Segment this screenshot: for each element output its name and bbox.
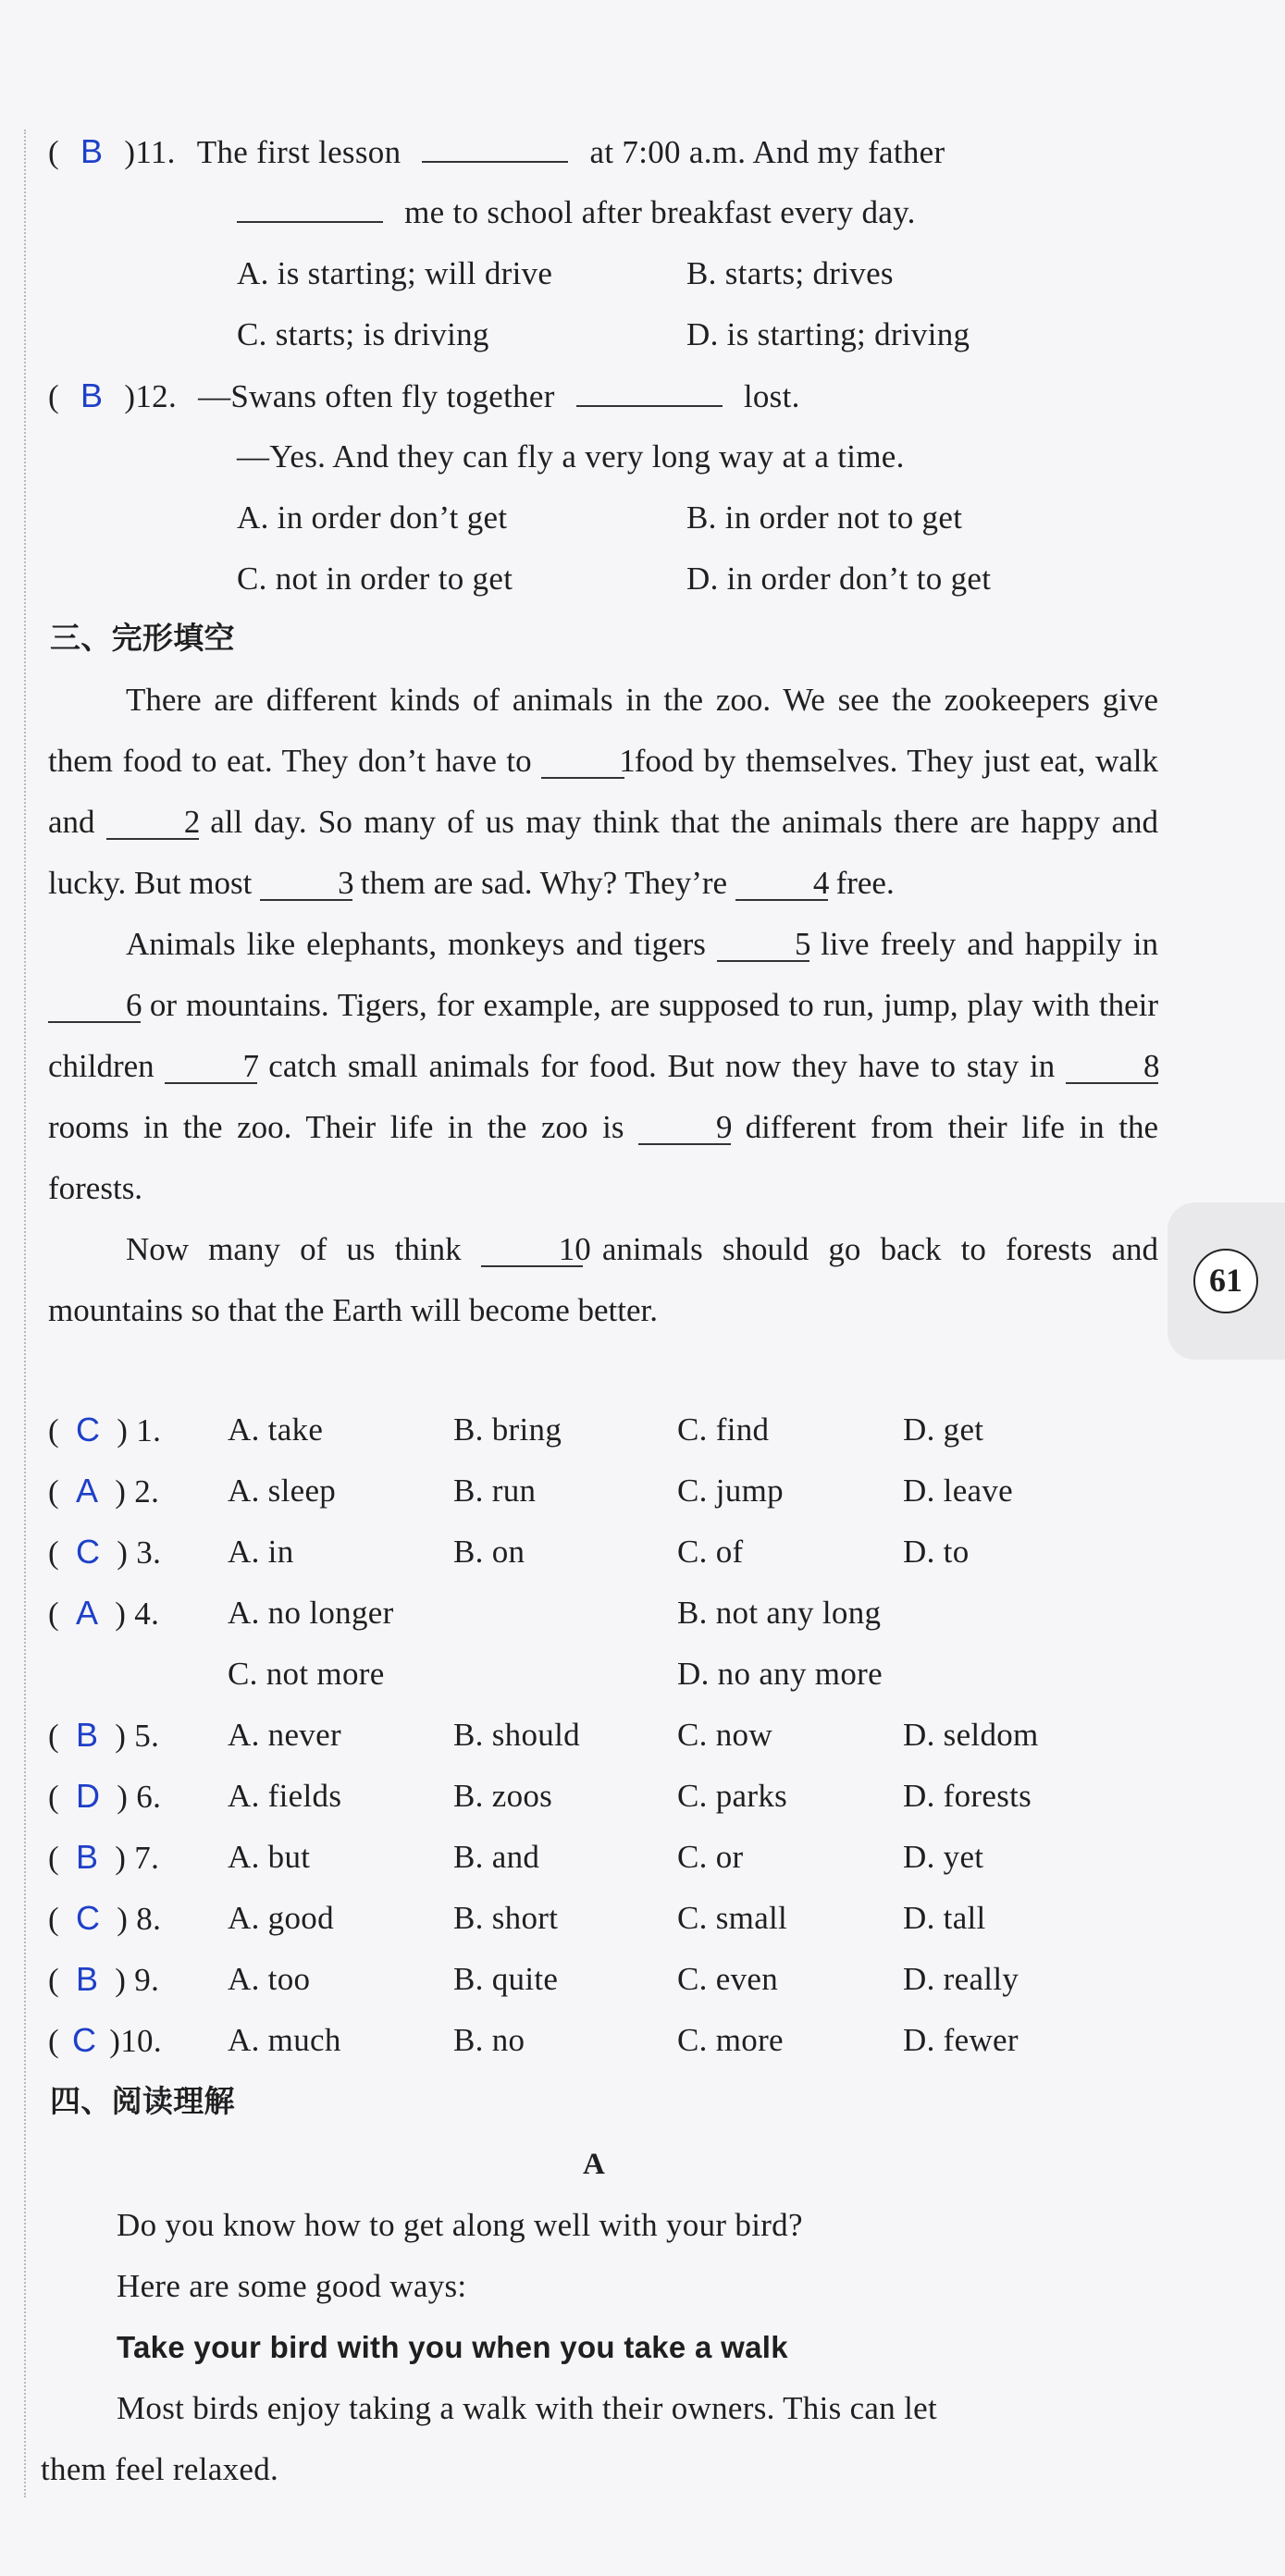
question-12: ( B )12. —Swans often fly together lost. [48, 376, 800, 414]
option: A. much [228, 2022, 341, 2058]
blank [422, 133, 568, 163]
option: A. is starting; will drive [237, 255, 553, 291]
cloze-q10: ( C )10. [48, 2021, 162, 2059]
option: C. parks [677, 1778, 788, 1814]
option: A. in order don’t get [237, 499, 508, 536]
option: A. sleep [228, 1473, 337, 1509]
reading-line: Here are some good ways: [117, 2268, 467, 2304]
cloze-q2: ( A ) 2. [48, 1472, 160, 1510]
option: B. starts; drives [686, 255, 894, 291]
option: B. zoos [453, 1778, 553, 1814]
option: A. good [228, 1900, 334, 1936]
cloze-q5: ( B ) 5. [48, 1716, 160, 1754]
reading-line: Do you know how to get along well with your bird? [117, 2207, 803, 2243]
reading-subheading: Take your bird with you when you take a walk [117, 2330, 788, 2364]
option: C. now [677, 1717, 772, 1753]
option: C. jump [677, 1473, 784, 1509]
cloze-q7: ( B ) 7. [48, 1838, 160, 1876]
option: D. tall [903, 1900, 986, 1936]
option: B. in order not to get [686, 499, 963, 536]
passage-label: A [583, 2148, 606, 2181]
option: B. and [453, 1839, 540, 1875]
option: C. find [677, 1411, 770, 1448]
blank-2: 2 [106, 807, 199, 840]
question-11-line2: me to school after breakfast every day. [237, 192, 916, 233]
cloze-passage: There are different kinds of animals in the zoo. We see the zookeepers give them food to eat. They don’t have to 1 food by themselves. They just eat, walk and 2 all day. So many of us may think that the animals there are happy and lucky. But most 3 them are sad. Why? They’re 4 free. Animals like elephants, monkeys and tigers 5 live freely and happily in 6 or mountains. Tigers, for example, are supposed to run, jump, play with their children 7 catch small animals for food. But now they have to stay in 8 rooms in the zoo. Their life in the zoo is 9 different from their life in the forests. Now many of us think 10 animals should go back to forests and mountains so that the Earth will become better. [48, 682, 1160, 1328]
option: C. not more [228, 1656, 385, 1692]
margin-dotted-line [24, 129, 26, 2497]
option: B. bring [453, 1411, 562, 1448]
option: D. fewer [903, 2022, 1019, 2058]
option: B. should [453, 1717, 580, 1753]
option: C. small [677, 1900, 788, 1936]
cloze-q4: ( A ) 4. [48, 1594, 160, 1632]
option: D. leave [903, 1473, 1014, 1509]
cloze-q6: ( D ) 6. [48, 1777, 162, 1815]
cloze-q1: ( C ) 1. [48, 1411, 162, 1448]
option: B. run [453, 1473, 537, 1509]
blank-1: 1 [541, 746, 624, 779]
option: D. forests [903, 1778, 1032, 1814]
option: D. is starting; driving [686, 316, 970, 352]
blank-4: 4 [735, 868, 828, 901]
blank [576, 377, 723, 407]
reading-line: Most birds enjoy taking a walk with their owners. This can let [117, 2390, 937, 2426]
option: C. or [677, 1839, 744, 1875]
blank-9: 9 [638, 1112, 731, 1145]
option: C. more [677, 2022, 784, 2058]
option: C. not in order to get [237, 561, 513, 597]
option: D. yet [903, 1839, 984, 1875]
option: A. fields [228, 1778, 342, 1814]
cloze-q9: ( B ) 9. [48, 1960, 160, 1998]
option: C. even [677, 1961, 779, 1997]
option: A. but [228, 1839, 311, 1875]
question-12-line2: —Yes. And they can fly a very long way at a time. [237, 438, 905, 475]
option: A. too [228, 1961, 311, 1997]
option: C. starts; is driving [237, 316, 489, 352]
reading-line: them feel relaxed. [41, 2451, 279, 2487]
option: D. no any more [677, 1656, 883, 1692]
option: D. really [903, 1961, 1019, 1997]
blank-3: 3 [260, 868, 352, 901]
section-3-title: 三、完形填空 [50, 620, 235, 656]
option: D. in order don’t to get [686, 561, 992, 597]
blank-6: 6 [48, 990, 141, 1023]
blank-5: 5 [717, 929, 809, 962]
blank [237, 193, 383, 223]
blank-8: 8 [1066, 1051, 1158, 1084]
answer-11: B [80, 132, 104, 170]
option: D. seldom [903, 1717, 1039, 1753]
page-number: 61 [1193, 1249, 1258, 1313]
option: B. quite [453, 1961, 559, 1997]
cloze-q3: ( C ) 3. [48, 1533, 162, 1571]
blank-10: 10 [481, 1234, 583, 1267]
option: C. of [677, 1534, 744, 1570]
option: A. in [228, 1534, 294, 1570]
option: B. short [453, 1900, 559, 1936]
option: A. no longer [228, 1595, 394, 1631]
section-4-title: 四、阅读理解 [50, 2083, 235, 2119]
option: B. not any long [677, 1595, 882, 1631]
option: A. take [228, 1411, 324, 1448]
option: D. to [903, 1534, 970, 1570]
option: B. no [453, 2022, 525, 2058]
cloze-q8: ( C ) 8. [48, 1899, 162, 1937]
option: B. on [453, 1534, 525, 1570]
question-11: ( B )11. The first lesson at 7:00 a.m. And my father [48, 132, 945, 170]
option: D. get [903, 1411, 984, 1448]
blank-7: 7 [165, 1051, 257, 1084]
option: A. never [228, 1717, 341, 1753]
answer-12: B [80, 376, 104, 414]
